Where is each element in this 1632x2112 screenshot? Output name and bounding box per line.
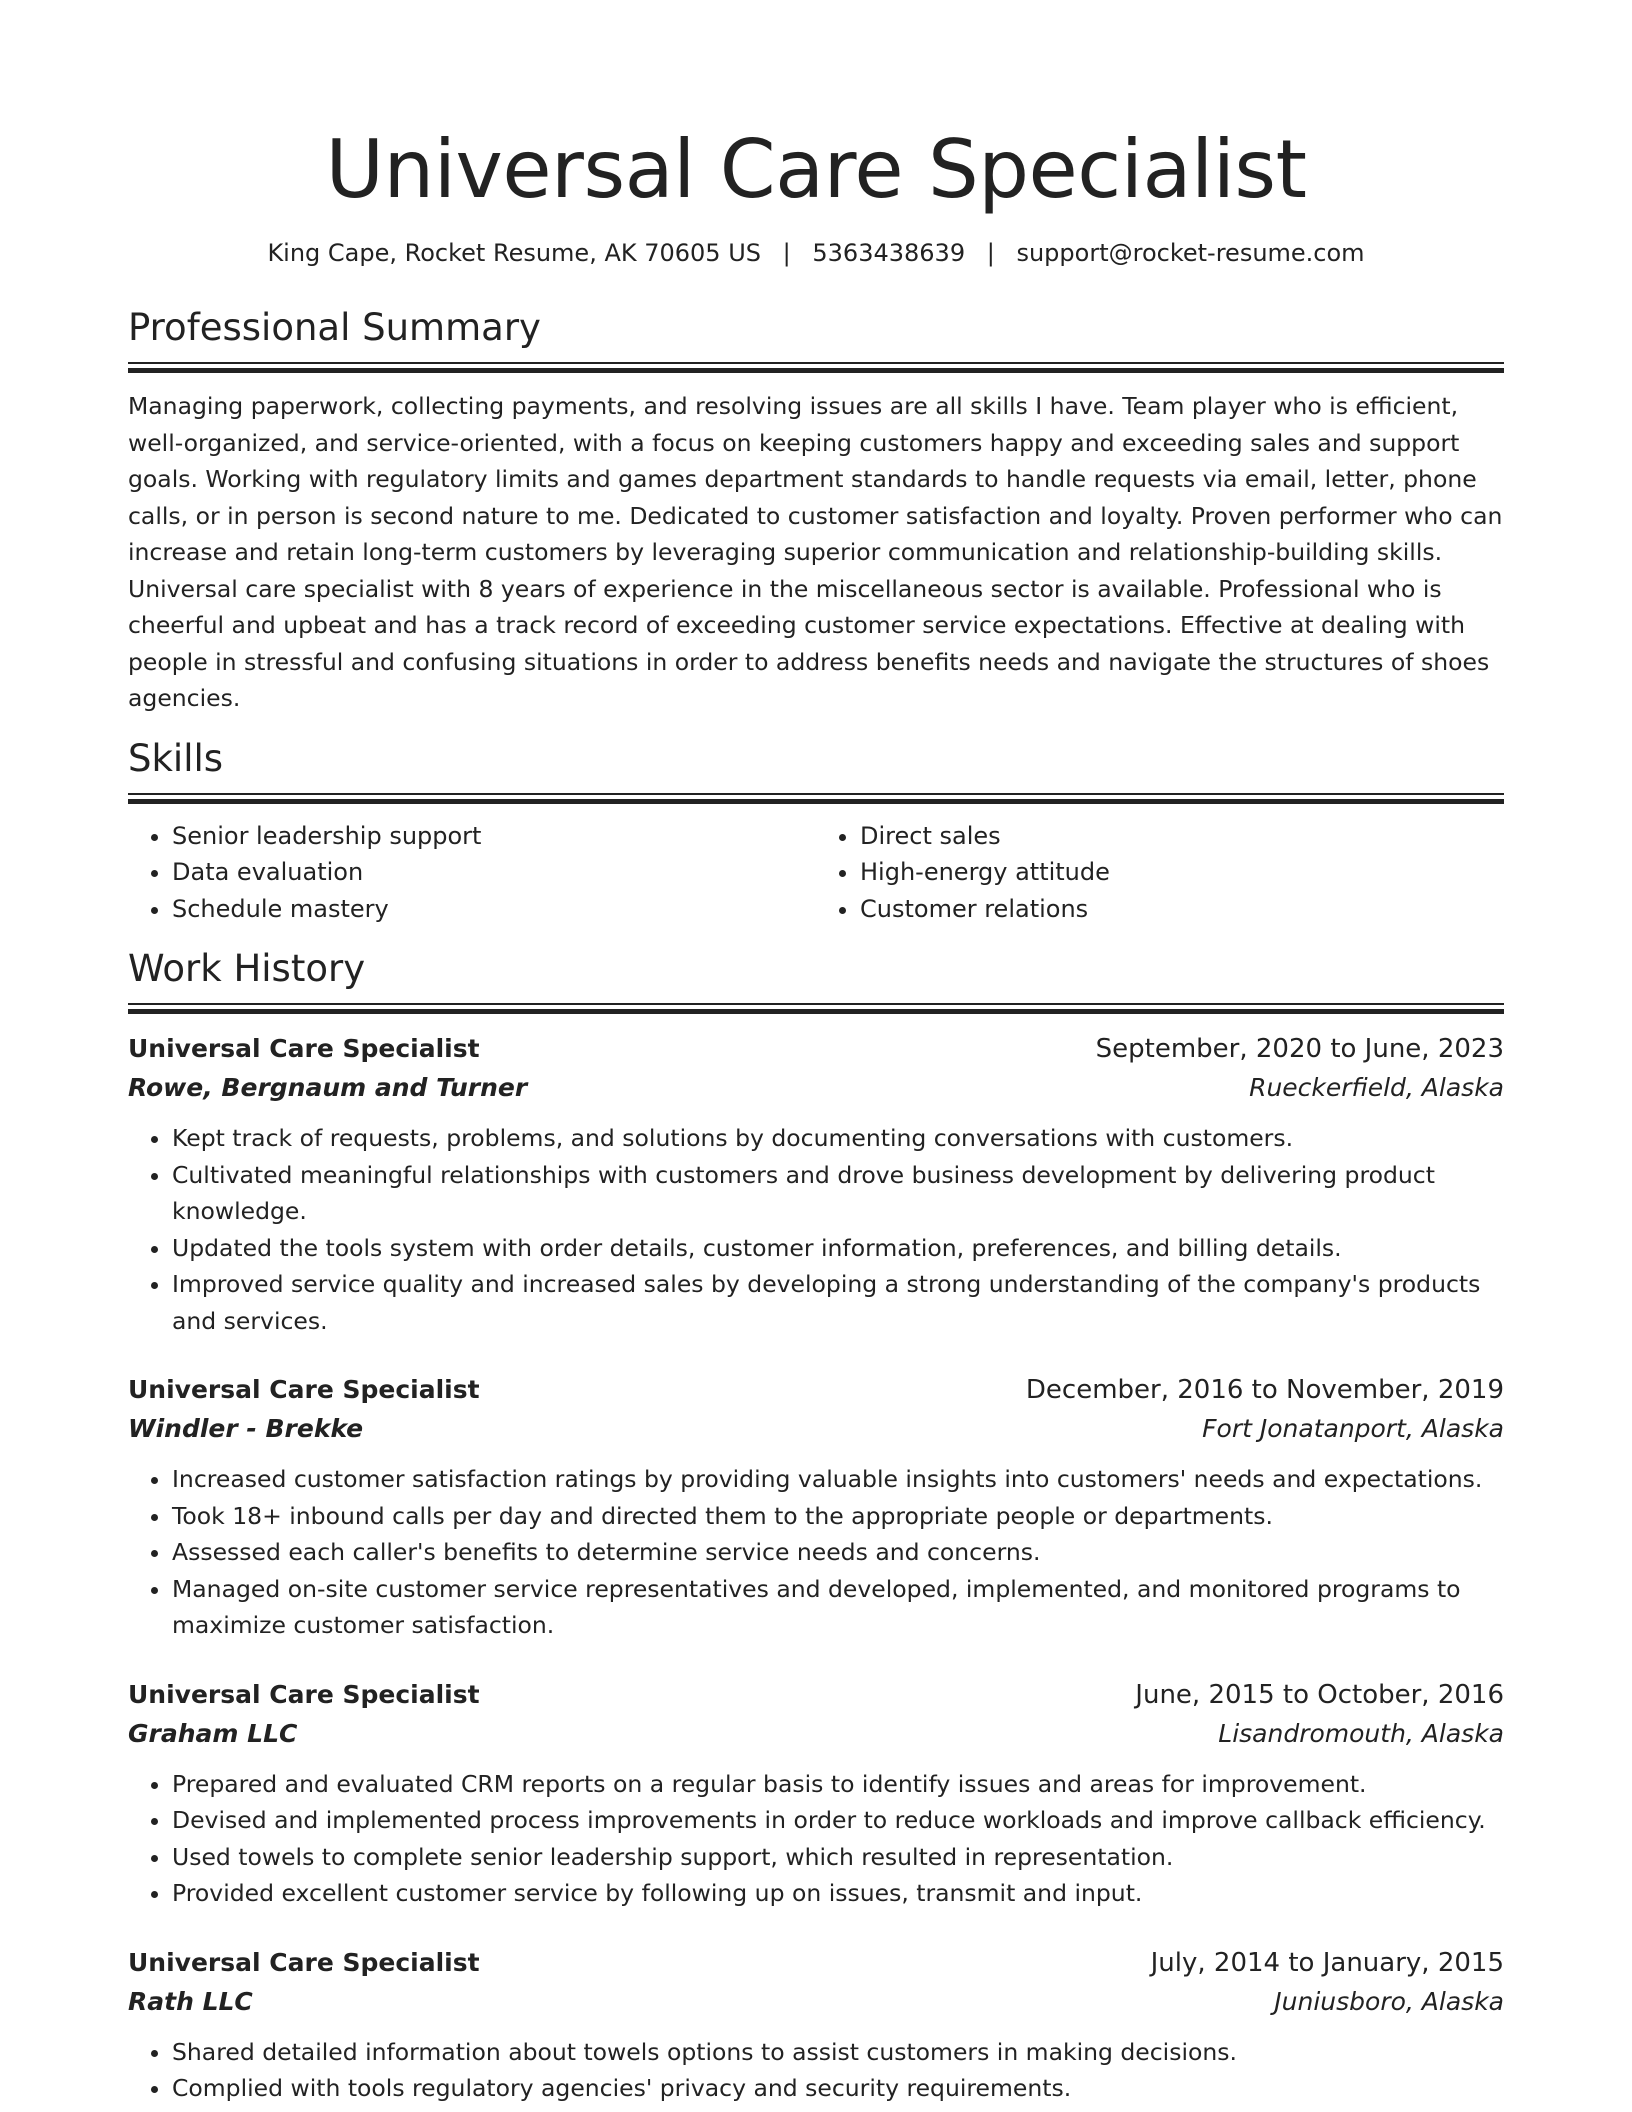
candidate-name: Universal Care Specialist xyxy=(325,123,1307,216)
skill-item: • Senior leadership support xyxy=(172,818,816,855)
job-header xyxy=(128,1030,1504,1068)
job-subheader xyxy=(128,1068,1504,1108)
job-dates: September, 2020 to June, 2023 xyxy=(1095,1034,1504,1064)
skill-item: • Customer relations xyxy=(860,891,1504,928)
section-divider xyxy=(128,362,1504,373)
work-history-section xyxy=(128,945,1504,2107)
skill-item: • Schedule mastery xyxy=(172,891,816,928)
summary-heading: Professional Summary xyxy=(128,306,541,349)
skills-section xyxy=(128,735,1504,928)
duty-item: • Increased customer satisfaction ratings by providing valuable insights into customers' needs and expectations. xyxy=(172,1461,1504,1498)
contact-phone: 5363438639 xyxy=(812,239,966,267)
job-title: Universal Care Specialist xyxy=(128,1947,480,1977)
job-company: Rowe, Bergnaum and Turner xyxy=(128,1073,528,1102)
duty-item: • Prepared and evaluated CRM reports on a regular basis to identify issues and areas for improvement. xyxy=(172,1766,1504,1803)
duty-item: • Used towels to complete senior leadership support, which resulted in representation. xyxy=(172,1839,1504,1876)
job-subheader xyxy=(128,1982,1504,2022)
contact-separator: | xyxy=(782,239,791,267)
duty-item: • Devised and implemented process improvements in order to reduce workloads and improve callback efficiency. xyxy=(172,1802,1504,1839)
job-duties xyxy=(128,2034,1504,2107)
summary-section xyxy=(128,304,1504,717)
job-company: Graham LLC xyxy=(128,1718,298,1748)
job-dates: July, 2014 to January, 2015 xyxy=(1150,1947,1504,1978)
job-location: Juniusboro, Alaska xyxy=(1274,1986,1504,2016)
skills-list-right xyxy=(816,818,1504,928)
duty-item: • Updated the tools system with order details, customer information, preferences, and billing details. xyxy=(172,1230,1504,1267)
contact-address: King Cape, Rocket Resume, AK 70605 US xyxy=(267,239,762,267)
job-duties xyxy=(128,1766,1504,1912)
job-header xyxy=(128,1371,1504,1409)
job-duties xyxy=(128,1461,1504,1644)
job-duties xyxy=(128,1120,1504,1339)
skill-item: • Direct sales xyxy=(860,818,1504,855)
duty-item: • Cultivated meaningful relationships with customers and drove business development by delivering product knowledge. xyxy=(172,1157,1504,1230)
job-entry xyxy=(128,1676,1504,1912)
skill-item: • High-energy attitude xyxy=(860,854,1504,891)
job-company: Rath LLC xyxy=(128,1986,253,2016)
job-dates: June, 2015 to October, 2016 xyxy=(1135,1679,1504,1710)
job-location: Lisandromouth, Alaska xyxy=(1218,1718,1504,1748)
job-subheader xyxy=(128,1409,1504,1449)
duty-item: • Complied with tools regulatory agencies' privacy and security requirements. xyxy=(172,2070,1504,2107)
skills-list-left xyxy=(128,818,816,928)
job-title: Universal Care Specialist xyxy=(128,1375,480,1404)
contact-line xyxy=(128,236,1504,270)
job-title: Universal Care Specialist xyxy=(128,1034,480,1063)
job-subheader xyxy=(128,1714,1504,1754)
job-location: Rueckerfield, Alaska xyxy=(1249,1073,1504,1102)
skill-item: • Data evaluation xyxy=(172,854,816,891)
job-entry xyxy=(128,1371,1504,1644)
job-entry xyxy=(128,1944,1504,2107)
job-company: Windler - Brekke xyxy=(128,1414,364,1443)
skills-heading: Skills xyxy=(128,736,224,780)
contact-separator: | xyxy=(986,239,995,267)
duty-item: • Managed on-site customer service representatives and developed, implemented, and monitored programs to maximize customer satisfaction. xyxy=(172,1571,1504,1644)
job-header xyxy=(128,1676,1504,1714)
skills-columns xyxy=(128,818,1504,928)
job-title: Universal Care Specialist xyxy=(128,1679,480,1709)
work-history-heading: Work History xyxy=(128,947,366,990)
job-entry xyxy=(128,1030,1504,1339)
section-divider xyxy=(128,793,1504,804)
job-location: Fort Jonatanport, Alaska xyxy=(1202,1414,1504,1443)
job-header xyxy=(128,1944,1504,1982)
summary-text: Managing paperwork, collecting payments, and resolving issues are all skills I have. Team player who is efficient, well-organized, and service-oriented, with a focus on keeping customers happy and exceeding sales and support goals. Working with regulatory limits and games department standards to handle requests via email, letter, phone calls, or in person is second nature to me. Dedicated to customer satisfaction and loyalty. Proven performer who can increase and retain long-term customers by leveraging superior communication and relationship-building skills. Universal care specialist with 8 years of experience in the miscellaneous sector is available. Professional who is cheerful and upbeat and has a track record of exceeding customer service expectations. Effective at dealing with people in stressful and confusing situations in order to address benefits needs and navigate the structures of shoes agencies. xyxy=(128,392,1503,712)
duty-item: • Kept track of requests, problems, and solutions by documenting conversations with customers. xyxy=(172,1120,1504,1157)
job-dates: December, 2016 to November, 2019 xyxy=(1025,1375,1504,1405)
contact-email: support@rocket-resume.com xyxy=(1016,239,1365,267)
duty-item: • Took 18+ inbound calls per day and directed them to the appropriate people or departments. xyxy=(172,1498,1504,1535)
duty-item: • Provided excellent customer service by following up on issues, transmit and input. xyxy=(172,1875,1504,1912)
duty-item: • Shared detailed information about towels options to assist customers in making decisions. xyxy=(172,2034,1504,2071)
duty-item: • Improved service quality and increased sales by developing a strong understanding of the company's products and services. xyxy=(172,1266,1504,1339)
section-divider xyxy=(128,1003,1504,1014)
duty-item: • Assessed each caller's benefits to determine service needs and concerns. xyxy=(172,1534,1504,1571)
